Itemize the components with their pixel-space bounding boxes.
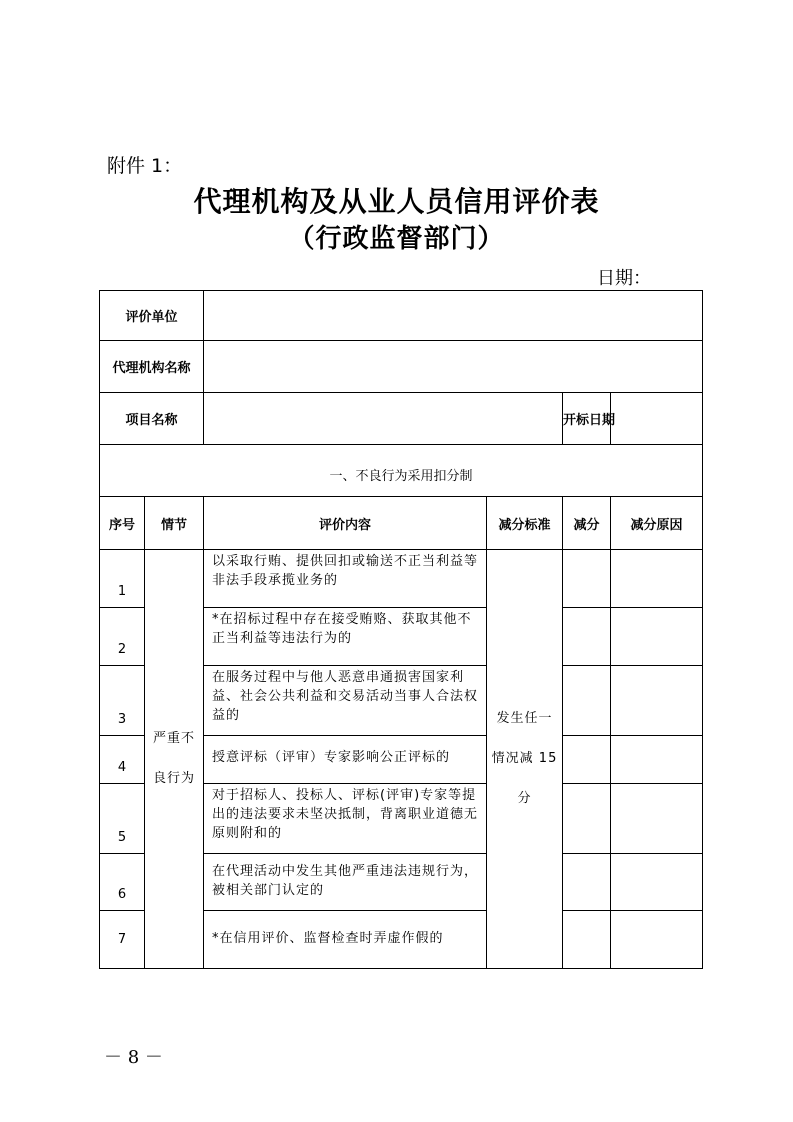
agency-name-field[interactable] (204, 341, 703, 393)
project-name-field[interactable] (204, 393, 563, 445)
bid-open-date-label: 开标日期 (563, 393, 611, 445)
row-reason-field[interactable] (611, 736, 703, 784)
row-no: 6 (100, 854, 145, 911)
col-header-deduction: 减分 (563, 497, 611, 550)
col-header-content: 评价内容 (204, 497, 487, 550)
document-title: 代理机构及从业人员信用评价表 (193, 185, 600, 218)
row-content: *在信用评价、监督检查时弄虚作假的 (204, 911, 487, 969)
section-title: 一、不良行为采用扣分制 (100, 445, 703, 497)
row-deduction-field[interactable] (563, 736, 611, 784)
row-no: 3 (100, 666, 145, 736)
credit-evaluation-table (99, 290, 703, 969)
col-header-standard: 减分标准 (487, 497, 563, 550)
row-reason-field[interactable] (611, 784, 703, 854)
standard-line: 情况减 15 (491, 751, 558, 766)
row-no: 4 (100, 736, 145, 784)
category-line: 严重不 (153, 731, 196, 746)
row-reason-field[interactable] (611, 608, 703, 666)
row-content: 在服务过程中与他人恶意串通损害国家利益、社会公共利益和交易活动当事人合法权益的 (204, 666, 487, 736)
col-header-category: 情节 (145, 497, 204, 550)
col-header-reason: 减分原因 (611, 497, 703, 550)
agency-name-label: 代理机构名称 (100, 341, 204, 393)
document-subtitle: （行政监督部门） (288, 224, 505, 254)
row-no: 5 (100, 784, 145, 854)
row-content: 对于招标人、投标人、评标(评审)专家等提出的违法要求未坚决抵制，背离职业道德无原则附和的 (204, 784, 487, 854)
row-deduction-field[interactable] (563, 911, 611, 969)
row-deduction-field[interactable] (563, 784, 611, 854)
row-no: 7 (100, 911, 145, 969)
page-number: － 8 － (104, 1047, 163, 1068)
row-no: 1 (100, 550, 145, 608)
standard-line: 发生任一 (496, 711, 553, 726)
row-deduction-field[interactable] (563, 666, 611, 736)
project-name-label: 项目名称 (100, 393, 204, 445)
row-content: 授意评标（评审）专家影响公正评标的 (204, 736, 487, 784)
row-reason-field[interactable] (611, 550, 703, 608)
deduction-standard-cell (487, 550, 563, 969)
bid-open-date-field[interactable] (611, 393, 703, 445)
row-reason-field[interactable] (611, 911, 703, 969)
row-no: 2 (100, 608, 145, 666)
attachment-label: 附件 1： (107, 155, 183, 177)
row-reason-field[interactable] (611, 854, 703, 911)
row-deduction-field[interactable] (563, 854, 611, 911)
standard-line: 分 (517, 791, 532, 806)
date-label: 日期： (597, 268, 651, 289)
row-reason-field[interactable] (611, 666, 703, 736)
row-content: 以采取行贿、提供回扣或输送不正当利益等非法手段承揽业务的 (204, 550, 487, 608)
category-cell (145, 550, 204, 969)
category-line: 良行为 (153, 771, 196, 786)
row-content: *在招标过程中存在接受贿赂、获取其他不正当利益等违法行为的 (204, 608, 487, 666)
row-deduction-field[interactable] (563, 550, 611, 608)
eval-unit-field[interactable] (204, 291, 703, 341)
row-deduction-field[interactable] (563, 608, 611, 666)
col-header-no: 序号 (100, 497, 145, 550)
row-content: 在代理活动中发生其他严重违法违规行为，被相关部门认定的 (204, 854, 487, 911)
eval-unit-label: 评价单位 (100, 291, 204, 341)
